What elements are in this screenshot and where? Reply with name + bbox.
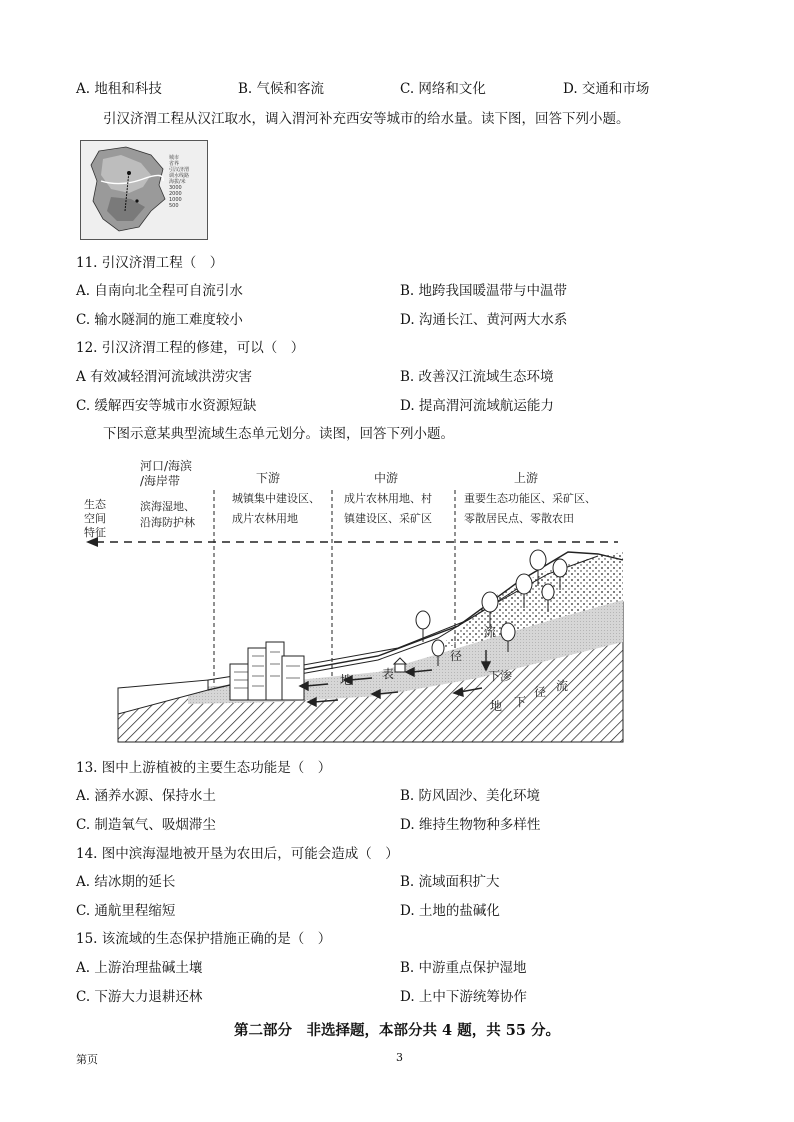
q12-option-d: D. 提高渭河流域航运能力: [400, 398, 554, 414]
q11-option-a: A. 自南向北全程可自流引水: [76, 283, 243, 299]
q14-option-a: A. 结冰期的延长: [76, 874, 176, 890]
q15-option-b: B. 中游重点保护湿地: [400, 960, 527, 976]
surface-flow-char-2: 表: [382, 667, 395, 681]
zone-lower-desc-2: 成片农林用地: [232, 512, 298, 525]
section-2-title: 第二部分 非选择题，本部分共 4 题，共 55 分。: [234, 1022, 560, 1039]
intro-paragraph-1: 引汉济渭工程从汉江取水，调入渭河补充西安等城市的给水量。读下图，回答下列小题。: [103, 111, 630, 127]
legend-route: 调水线路: [169, 173, 190, 179]
q15-option-d: D. 上中下游统筹协作: [400, 989, 527, 1005]
map-legend: [169, 155, 189, 209]
zone-estuary-title-1: 河口/海滨: [140, 459, 193, 473]
zone-middle-desc-1: 成片农林用地、村: [344, 492, 432, 505]
q15-stem: 15. 该流域的生态保护措施正确的是（ ）: [76, 931, 332, 947]
q12-option-c: C. 缓解西安等城市水资源短缺: [76, 398, 257, 414]
zone-upper-desc-1: 重要生态功能区、采矿区、: [464, 492, 596, 505]
axis-label-2: 空间: [84, 512, 106, 525]
q15-option-c: C. 下游大力退耕还林: [76, 989, 203, 1005]
zone-estuary-title-2: /海岸带: [140, 474, 181, 488]
intro-paragraph-2: 下图示意某典型流域生态单元划分。读图，回答下列小题。: [103, 426, 454, 442]
q14-option-b: B. 流域面积扩大: [400, 874, 500, 890]
zone-middle-title: 中游: [374, 471, 399, 485]
legend-project: 引汉济渭: [169, 167, 190, 173]
legend-500: 500: [169, 203, 179, 209]
q12-option-b: B. 改善汉江流域生态环境: [400, 369, 554, 385]
q10-option-c: C. 网络和文化: [400, 81, 486, 97]
legend-boundary: 省界: [169, 161, 180, 167]
q12-option-a: A 有效减轻渭河流域洪涝灾害: [76, 369, 253, 385]
q13-option-a: A. 涵养水源、保持水土: [76, 788, 216, 804]
ground-flow-char-4: 流: [556, 679, 569, 693]
infiltration-label: 下渗: [488, 669, 513, 683]
q14-option-d: D. 土地的盐碱化: [400, 903, 500, 919]
ground-flow-char-2: 下: [514, 695, 527, 709]
q10-option-b: B. 气候和客流: [238, 81, 325, 97]
zone-upper-title: 上游: [514, 471, 539, 485]
legend-elevation: 海拔/米: [169, 179, 186, 185]
surface-flow-char-4: 流: [484, 625, 497, 639]
q10-option-a: A. 地租和科技: [76, 81, 162, 97]
q14-option-c: C. 通航里程缩短: [76, 903, 176, 919]
hanjiang-weihe-map: [80, 140, 208, 240]
legend-3000: 3000: [169, 185, 182, 191]
footer-page-label: 第页: [76, 1053, 98, 1066]
q13-option-b: B. 防风固沙、美化环境: [400, 788, 541, 804]
q11-option-b: B. 地跨我国暖温带与中温带: [400, 283, 568, 299]
zone-lower-title: 下游: [256, 471, 281, 485]
watershed-diagram: [78, 452, 638, 747]
page-number: 3: [396, 1051, 403, 1064]
q10-option-d: D. 交通和市场: [563, 81, 650, 97]
zone-upper-desc-2: 零散居民点、零散农田: [464, 512, 574, 525]
q13-option-d: D. 维持生物物种多样性: [400, 817, 541, 833]
q15-option-a: A. 上游治理盐碱土壤: [76, 960, 203, 976]
ground-flow-char-1: 地: [490, 699, 503, 713]
surface-flow-char-3: 径: [450, 649, 463, 663]
q13-stem: 13. 图中上游植被的主要生态功能是（ ）: [76, 760, 332, 776]
zone-lower-desc-1: 城镇集中建设区、: [232, 492, 320, 505]
legend-1000: 1000: [169, 197, 182, 203]
zone-middle-desc-2: 镇建设区、采矿区: [344, 512, 432, 525]
q11-option-d: D. 沟通长江、黄河两大水系: [400, 312, 568, 328]
legend-2000: 2000: [169, 191, 182, 197]
q14-stem: 14. 图中滨海湿地被开垦为农田后，可能会造成（ ）: [76, 846, 399, 862]
axis-label-1: 生态: [84, 498, 106, 511]
q11-option-c: C. 输水隧洞的施工难度较小: [76, 312, 243, 328]
q11-stem: 11. 引汉济渭工程（ ）: [76, 255, 224, 271]
zone-estuary-desc-1: 滨海湿地、: [140, 500, 195, 513]
ground-flow-char-3: 径: [534, 685, 547, 699]
legend-city: 城市: [169, 155, 180, 161]
q13-option-c: C. 制造氧气、吸烟滞尘: [76, 817, 216, 833]
axis-label-3: 特征: [84, 526, 106, 539]
zone-estuary-desc-2: 沿海防护林: [140, 516, 195, 529]
surface-flow-char-1: 地: [340, 673, 353, 687]
q12-stem: 12. 引汉济渭工程的修建，可以（ ）: [76, 340, 305, 356]
